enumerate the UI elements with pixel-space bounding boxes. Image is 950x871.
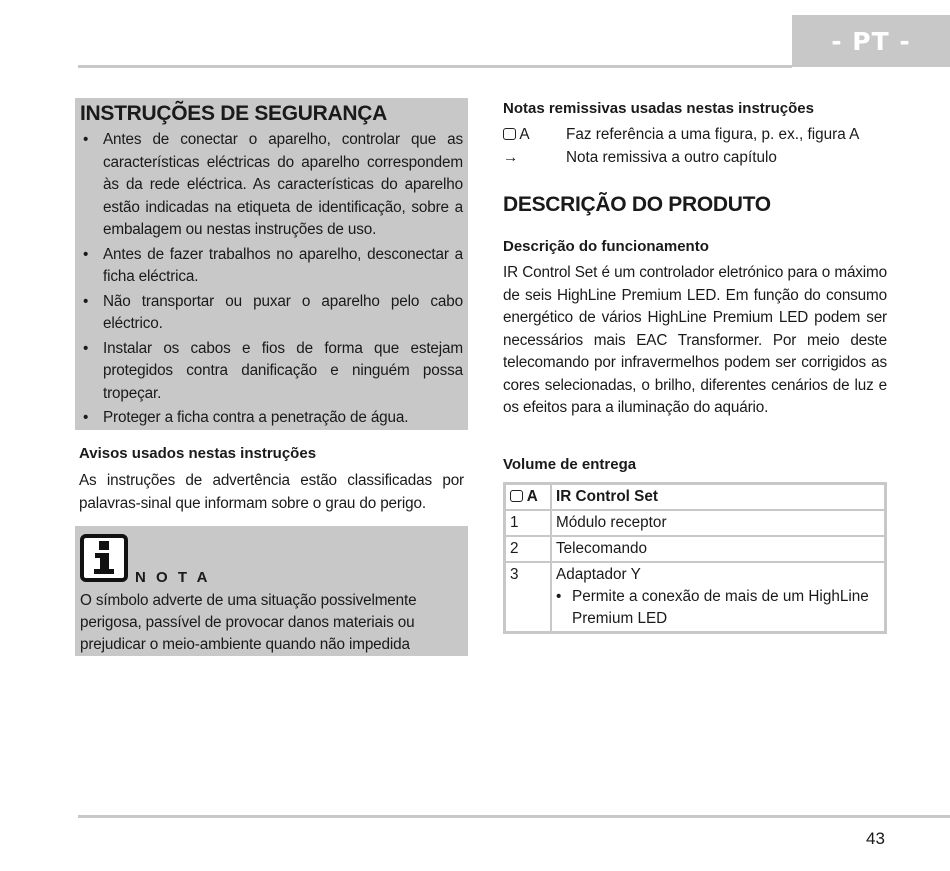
function-text: IR Control Set é um controlador eletrónico para o máximo de seis HighLine Premium LED. Em função do consumo energético de vários HighLine Premium LED podem ser necessários mais EAC Transformer. Por meio deste telecomando por infravermelhos podem ser corrigidos as cores selecionadas, o brilho, diferentes cenários de luz e os efeitos para a iluminação do aquário.: [503, 264, 887, 416]
header-rule: [78, 65, 792, 68]
table-cell: IR Control Set: [551, 484, 885, 510]
table-row: [505, 562, 885, 632]
safety-item: • Proteger a ficha contra a penetração de água.: [80, 407, 463, 430]
safety-instructions-box: [75, 98, 468, 430]
figure-reference-symbol: A: [503, 126, 530, 144]
language-tab: - PT -: [792, 15, 950, 67]
table-cell: 1: [505, 510, 551, 536]
table-cell: 3: [505, 562, 551, 632]
product-description-title: DESCRIÇÃO DO PRODUTO: [503, 193, 771, 216]
safety-list: [80, 129, 463, 430]
table-cell: A: [505, 484, 551, 510]
page-number: 43: [866, 829, 885, 848]
reference-text: Faz referência a uma figura, p. ex., figura A: [566, 126, 860, 143]
arrow-right-icon: →: [503, 149, 519, 166]
safety-item: • Instalar os cabos e fios de forma que estejam protegidos contra danificação e ninguém possa tropeçar.: [83, 339, 463, 402]
safety-title: INSTRUÇÕES DE SEGURANÇA: [80, 102, 387, 125]
table-cell: 2: [505, 536, 551, 562]
bullet-icon: •: [83, 339, 89, 357]
footer-rule: [78, 815, 950, 818]
table-row: [505, 510, 885, 536]
figure-box-icon: [503, 128, 516, 140]
table-item-label: Adaptador Y: [556, 566, 641, 583]
table-row: [505, 536, 885, 562]
references-heading: Notas remissivas usadas nestas instruções: [503, 100, 814, 117]
note-box: [75, 526, 468, 656]
bullet-icon: •: [83, 245, 89, 263]
table-sub-item: • Permite a conexão de mais de um HighLine Premium LED: [556, 588, 869, 627]
function-heading: Descrição do funcionamento: [503, 238, 709, 255]
bullet-icon: •: [83, 131, 89, 148]
safety-item: • Antes de fazer trabalhos no aparelho, desconectar a ficha eléctrica.: [83, 245, 463, 285]
warnings-heading: Avisos usados nestas instruções: [79, 445, 317, 462]
table-cell: Módulo receptor: [551, 510, 885, 536]
bullet-icon: •: [556, 588, 562, 605]
safety-item: • Não transportar ou puxar o aparelho pelo cabo eléctrico.: [83, 292, 463, 332]
note-title: N O T A: [135, 569, 211, 586]
info-icon: [80, 534, 128, 582]
table-cell: [551, 562, 885, 632]
table-cell: Telecomando: [551, 536, 885, 562]
warnings-text: As instruções de advertência estão classificadas por palavras-sinal que informam sobre o grau do perigo.: [79, 472, 464, 512]
note-text: O símbolo adverte de uma situação possivelmente perigosa, passível de provocar danos materiais ou prejudicar o meio-ambiente quando não impedida: [80, 592, 417, 653]
safety-item: • Antes de conectar o aparelho, controlar que as características eléctricas do aparelho correspondem às da rede eléctrica. As características do aparelho estão indicadas na etiqueta de identificação, sobre a embalagem ou nestas instruções de uso.: [83, 131, 463, 238]
bullet-icon: •: [83, 292, 89, 310]
figure-box-icon: [510, 490, 523, 502]
reference-text: Nota remissiva a outro capítulo: [566, 149, 777, 166]
delivery-heading: Volume de entrega: [503, 456, 637, 473]
table-header-row: [505, 484, 885, 510]
delivery-table: [503, 482, 887, 634]
bullet-icon: •: [83, 409, 89, 426]
